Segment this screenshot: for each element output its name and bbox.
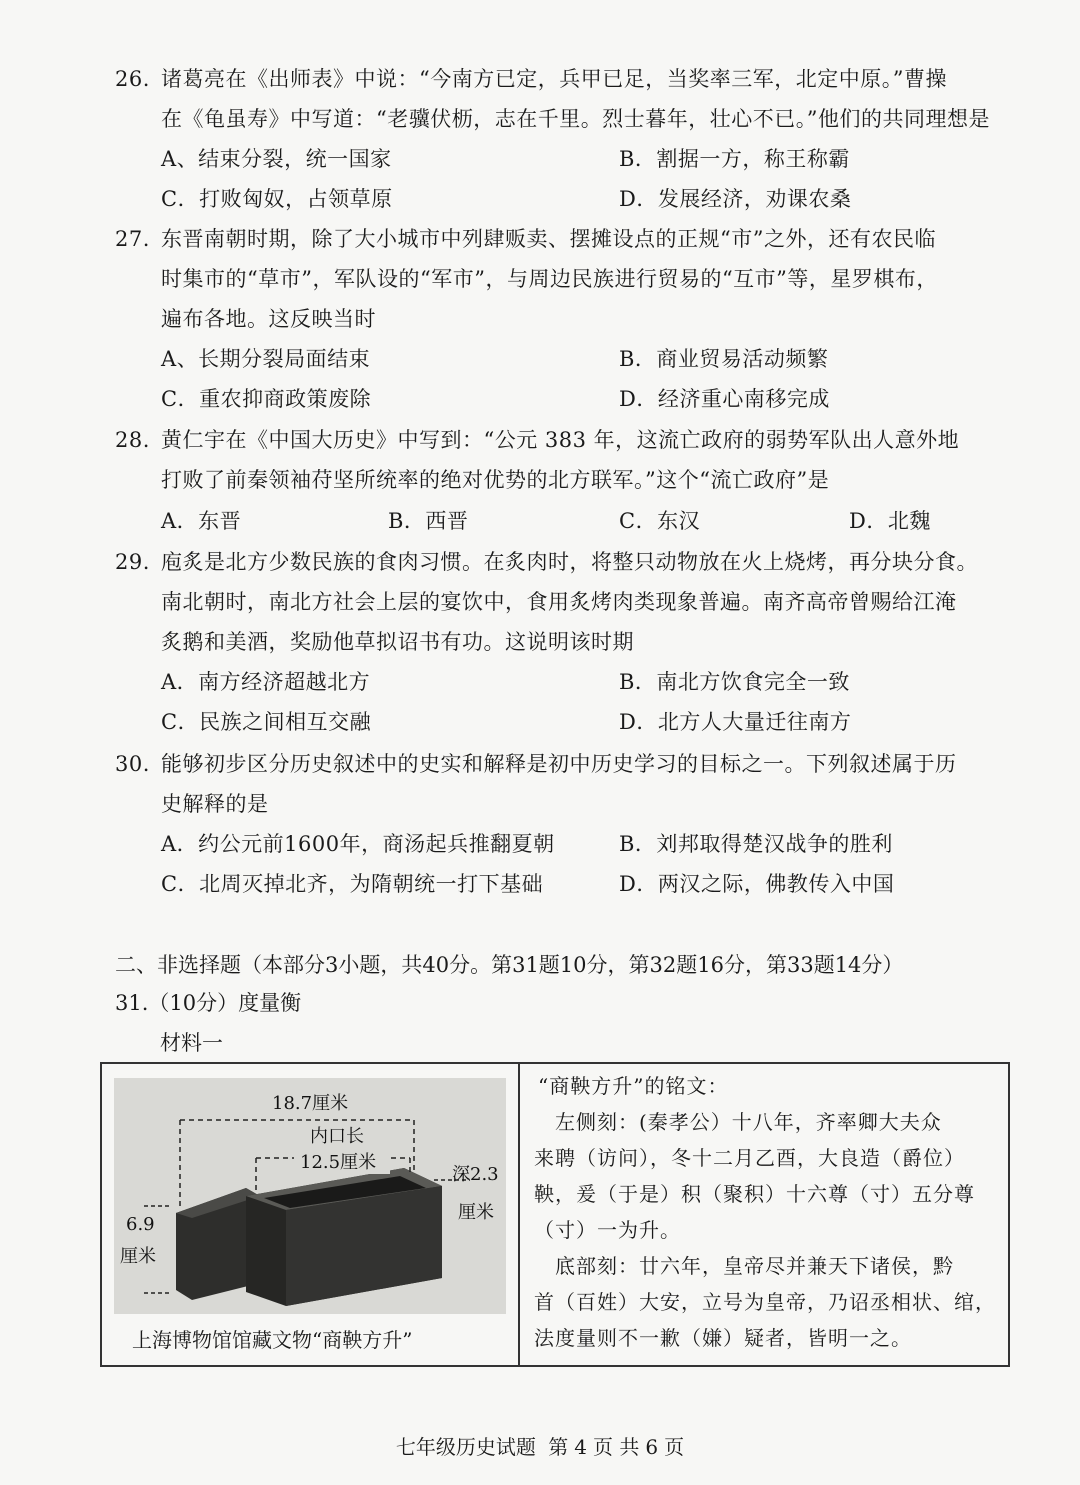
page-footer	[0, 1433, 1080, 1461]
option-a[interactable]: A、长期分裂局面结束	[161, 347, 371, 371]
dim-depth-unit: 厘米	[458, 1202, 494, 1223]
option-b[interactable]: B．南北方饮食完全一致	[619, 670, 850, 694]
photo-caption: 上海博物馆馆藏文物“商鞅方升”	[132, 1328, 413, 1352]
question-number: 26.	[115, 67, 150, 91]
option-a[interactable]: A、结束分裂，统一国家	[161, 147, 392, 171]
question-line	[115, 425, 959, 455]
option-d[interactable]: D．北魏	[849, 509, 931, 533]
option-b[interactable]: B．割据一方，称王称霸	[619, 147, 850, 171]
question-line: 遍布各地。这反映当时	[161, 307, 376, 331]
question-line: 打败了前秦领袖苻坚所统率的绝对优势的北方联军。”这个“流亡政府”是	[161, 468, 830, 492]
artifact-photo	[114, 1078, 506, 1314]
dim-depth: 深2.3	[452, 1164, 499, 1185]
option-a[interactable]: A．东晋	[161, 509, 242, 533]
dim-inner-label: 内口长	[310, 1126, 364, 1147]
option-c[interactable]: C．打败匈奴，占领草原	[161, 187, 393, 211]
question-line	[115, 749, 957, 779]
shang-yang-square-sheng-image	[114, 1078, 506, 1314]
option-c[interactable]: C．北周灭掉北齐，为隋朝统一打下基础	[161, 872, 544, 896]
question-line	[115, 547, 978, 577]
question-text: 能够初步区分历史叙述中的史实和解释是初中历史学习的目标之一。下列叙述属于历	[161, 752, 957, 776]
dim-height-unit: 厘米	[120, 1246, 156, 1267]
question-text: 诸葛亮在《出师表》中说：“今南方已定，兵甲已足，当奖率三军，北定中原。”曹操	[161, 67, 947, 91]
footer-page-number: 4	[574, 1435, 587, 1459]
question-text: 东晋南朝时期，除了大小城市中列肆贩卖、摆摊设点的正规“市”之外，还有农民临	[161, 227, 936, 251]
question-line: 炙鹅和美酒，奖励他草拟诏书有功。这说明该时期	[161, 630, 634, 654]
material-table	[100, 1062, 1010, 1367]
footer-page-mid: 页 共	[593, 1435, 640, 1459]
question-line: 时集市的“草市”，军队设的“军市”，与周边民族进行贸易的“互市”等，星罗棋布，	[161, 267, 938, 291]
inscription-line: （寸）一为升。	[534, 1218, 681, 1242]
option-c[interactable]: C．民族之间相互交融	[161, 710, 372, 734]
footer-page-total: 6	[645, 1435, 659, 1459]
question-text: 黄仁宇在《中国大历史》中写到：“公元 383 年，这流亡政府的弱势军队出人意外地	[161, 428, 960, 452]
question-line: 在《龟虽寿》中写道：“老骥伏枥，志在千里。烈士暮年，壮心不已。”他们的共同理想是	[161, 107, 990, 131]
inscription-line: 左侧刻：(秦孝公）十八年，齐率卿大夫众	[534, 1110, 942, 1134]
option-d[interactable]: D．两汉之际，佛教传入中国	[619, 872, 895, 896]
option-d[interactable]: D．经济重心南移完成	[619, 387, 830, 411]
option-a[interactable]: A．约公元前1600年，商汤起兵推翻夏朝	[161, 832, 555, 856]
inscription-line: 首（百姓）大安，立号为皇帝，乃诏丞相状、绾，	[534, 1290, 996, 1314]
question-number: 28.	[115, 428, 150, 452]
material-label: 材料一	[160, 1031, 223, 1055]
question-line	[115, 224, 936, 254]
option-d[interactable]: D．发展经济，劝课农桑	[619, 187, 852, 211]
dim-height: 6.9	[126, 1214, 155, 1235]
dim-inner-length: 12.5厘米	[300, 1152, 377, 1173]
question-number: 27.	[115, 227, 150, 251]
option-b[interactable]: B．刘邦取得楚汉战争的胜利	[619, 832, 893, 856]
inscription-line: 法度量则不一歉（嫌）疑者，皆明一之。	[534, 1326, 912, 1350]
inscription-line: 底部刻：廿六年，皇帝尽并兼天下诸侯，黔	[534, 1254, 954, 1278]
option-b[interactable]: B．商业贸易活动频繁	[619, 347, 829, 371]
question-number: 29.	[115, 550, 150, 574]
footer-page-suffix: 页	[664, 1435, 685, 1459]
dim-outer-length: 18.7厘米	[272, 1093, 349, 1114]
section-heading: 二、非选择题（本部分3小题，共40分。第31题10分，第32题16分，第33题14分）	[115, 953, 904, 977]
question-31-title: 31.（10分）度量衡	[115, 991, 302, 1015]
inscription-line: “商鞅方升”的铭文：	[538, 1074, 729, 1098]
material-photo-cell	[102, 1064, 520, 1365]
inscription-line: 来聘（访问），冬十二月乙酉，大良造（爵位）	[534, 1146, 965, 1170]
inscription-line: 鞅，爰（于是）积（聚积）十六尊（寸）五分尊	[534, 1182, 975, 1206]
footer-title: 七年级历史试题	[395, 1435, 536, 1459]
footer-page-prefix: 第	[548, 1435, 569, 1459]
question-line: 史解释的是	[161, 792, 269, 816]
option-d[interactable]: D．北方人大量迁往南方	[619, 710, 852, 734]
question-text: 庖炙是北方少数民族的食肉习惯。在炙肉时，将整只动物放在火上烧烤，再分块分食。	[161, 550, 978, 574]
question-number: 30.	[115, 752, 150, 776]
option-a[interactable]: A．南方经济超越北方	[161, 670, 371, 694]
option-c[interactable]: C．重农抑商政策废除	[161, 387, 372, 411]
inscription-cell	[520, 1064, 1008, 1365]
option-c[interactable]: C．东汉	[619, 509, 701, 533]
question-line: 南北朝时，南北方社会上层的宴饮中，食用炙烤肉类现象普遍。南齐高帝曾赐给江淹	[161, 590, 957, 614]
question-line	[115, 64, 947, 94]
option-b[interactable]: B．西晋	[388, 509, 469, 533]
